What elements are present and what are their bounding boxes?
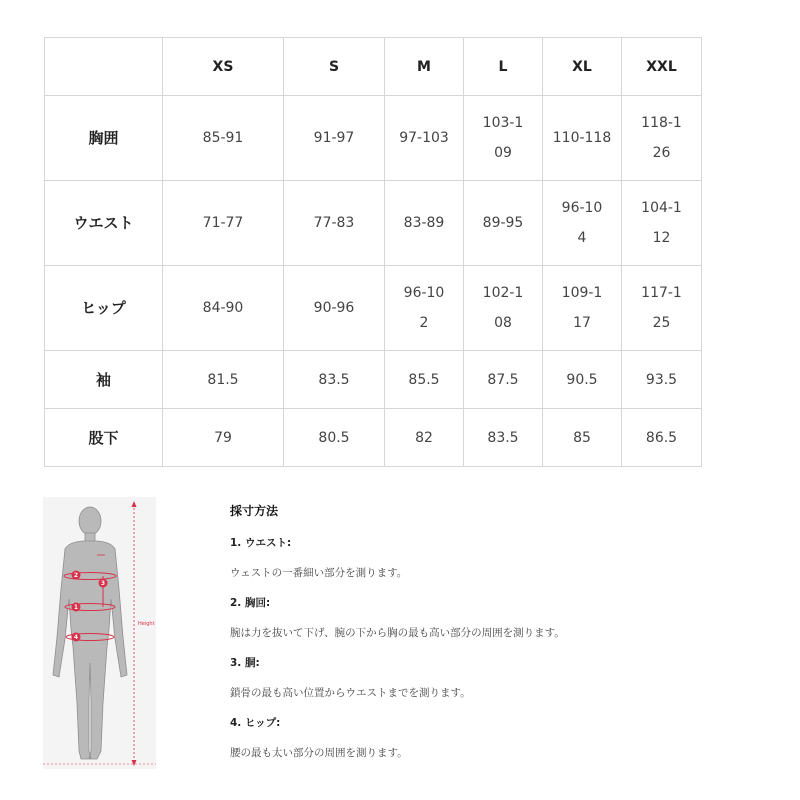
measurement-instructions <box>230 498 770 768</box>
table-row-hip <box>45 266 702 351</box>
cell-inseam-xl: 85 <box>543 409 622 467</box>
instructions-title: 採寸方法 <box>230 504 279 518</box>
row-label-inseam: 股下 <box>45 409 163 467</box>
table-row-chest <box>45 96 702 181</box>
cell-chest-l: 103-109 <box>482 115 524 161</box>
cell-chest-xl: 110-118 <box>543 96 622 181</box>
cell-inseam-m: 82 <box>385 409 464 467</box>
step-heading: 1. ウエスト: <box>230 537 292 549</box>
step-heading: 2. 胸回: <box>230 597 271 609</box>
cell-hip-xl: 109-117 <box>561 285 603 331</box>
table-row-waist <box>45 181 702 266</box>
row-label-sleeve: 袖 <box>45 351 163 409</box>
marker-label: 2 <box>73 572 79 579</box>
table-row-inseam <box>45 409 702 467</box>
header-size-xxl: XXL <box>622 38 702 96</box>
marker-label: 1 <box>73 604 79 611</box>
cell-inseam-xxl: 86.5 <box>622 409 702 467</box>
header-size-xl: XL <box>543 38 622 96</box>
cell-hip-xs: 84-90 <box>163 266 284 351</box>
cell-waist-xs: 71-77 <box>163 181 284 266</box>
step-description: 腕は力を抜いて下げ、腕の下から胸の最も高い部分の周囲を測ります。 <box>230 627 565 639</box>
cell-hip-m: 96-102 <box>403 285 445 331</box>
marker-label: 3 <box>100 580 106 587</box>
step-heading: 3. 胴: <box>230 657 260 669</box>
header-corner <box>45 38 163 96</box>
body-measurement-figure <box>43 497 156 769</box>
cell-hip-xxl: 117-125 <box>641 285 682 331</box>
cell-inseam-xs: 79 <box>163 409 284 467</box>
header-size-l: L <box>464 38 543 96</box>
size-chart-table <box>44 37 702 467</box>
cell-sleeve-s: 83.5 <box>284 351 385 409</box>
cell-chest-xs: 85-91 <box>163 96 284 181</box>
cell-waist-m: 83-89 <box>385 181 464 266</box>
step-description: ウェストの一番細い部分を測ります。 <box>230 567 408 579</box>
cell-inseam-s: 80.5 <box>284 409 385 467</box>
header-size-xs: XS <box>163 38 284 96</box>
cell-waist-s: 77-83 <box>284 181 385 266</box>
row-label-waist: ウエスト <box>45 181 163 266</box>
cell-sleeve-xl: 90.5 <box>543 351 622 409</box>
step-description: 鎖骨の最も高い位置からウエストまでを測ります。 <box>230 687 471 699</box>
cell-hip-s: 90-96 <box>284 266 385 351</box>
cell-waist-l: 89-95 <box>464 181 543 266</box>
cell-waist-xxl: 104-112 <box>641 200 682 246</box>
cell-chest-m: 97-103 <box>385 96 464 181</box>
step-description: 腰の最も太い部分の周囲を測ります。 <box>230 747 408 759</box>
header-size-s: S <box>284 38 385 96</box>
cell-hip-l: 102-108 <box>482 285 524 331</box>
step-heading: 4. ヒップ: <box>230 717 281 729</box>
row-label-chest: 胸囲 <box>45 96 163 181</box>
cell-inseam-l: 83.5 <box>464 409 543 467</box>
marker-label: 4 <box>73 634 79 641</box>
cell-sleeve-xs: 81.5 <box>163 351 284 409</box>
body-silhouette-icon <box>43 497 156 769</box>
table-row-sleeve <box>45 351 702 409</box>
cell-sleeve-l: 87.5 <box>464 351 543 409</box>
height-label: Height <box>138 621 155 627</box>
cell-chest-xxl: 118-126 <box>641 115 682 161</box>
cell-chest-s: 91-97 <box>284 96 385 181</box>
cell-sleeve-m: 85.5 <box>385 351 464 409</box>
row-label-hip: ヒップ <box>45 266 163 351</box>
cell-sleeve-xxl: 93.5 <box>622 351 702 409</box>
header-size-m: M <box>385 38 464 96</box>
table-header-row <box>45 38 702 96</box>
cell-waist-xl: 96-104 <box>561 200 603 246</box>
